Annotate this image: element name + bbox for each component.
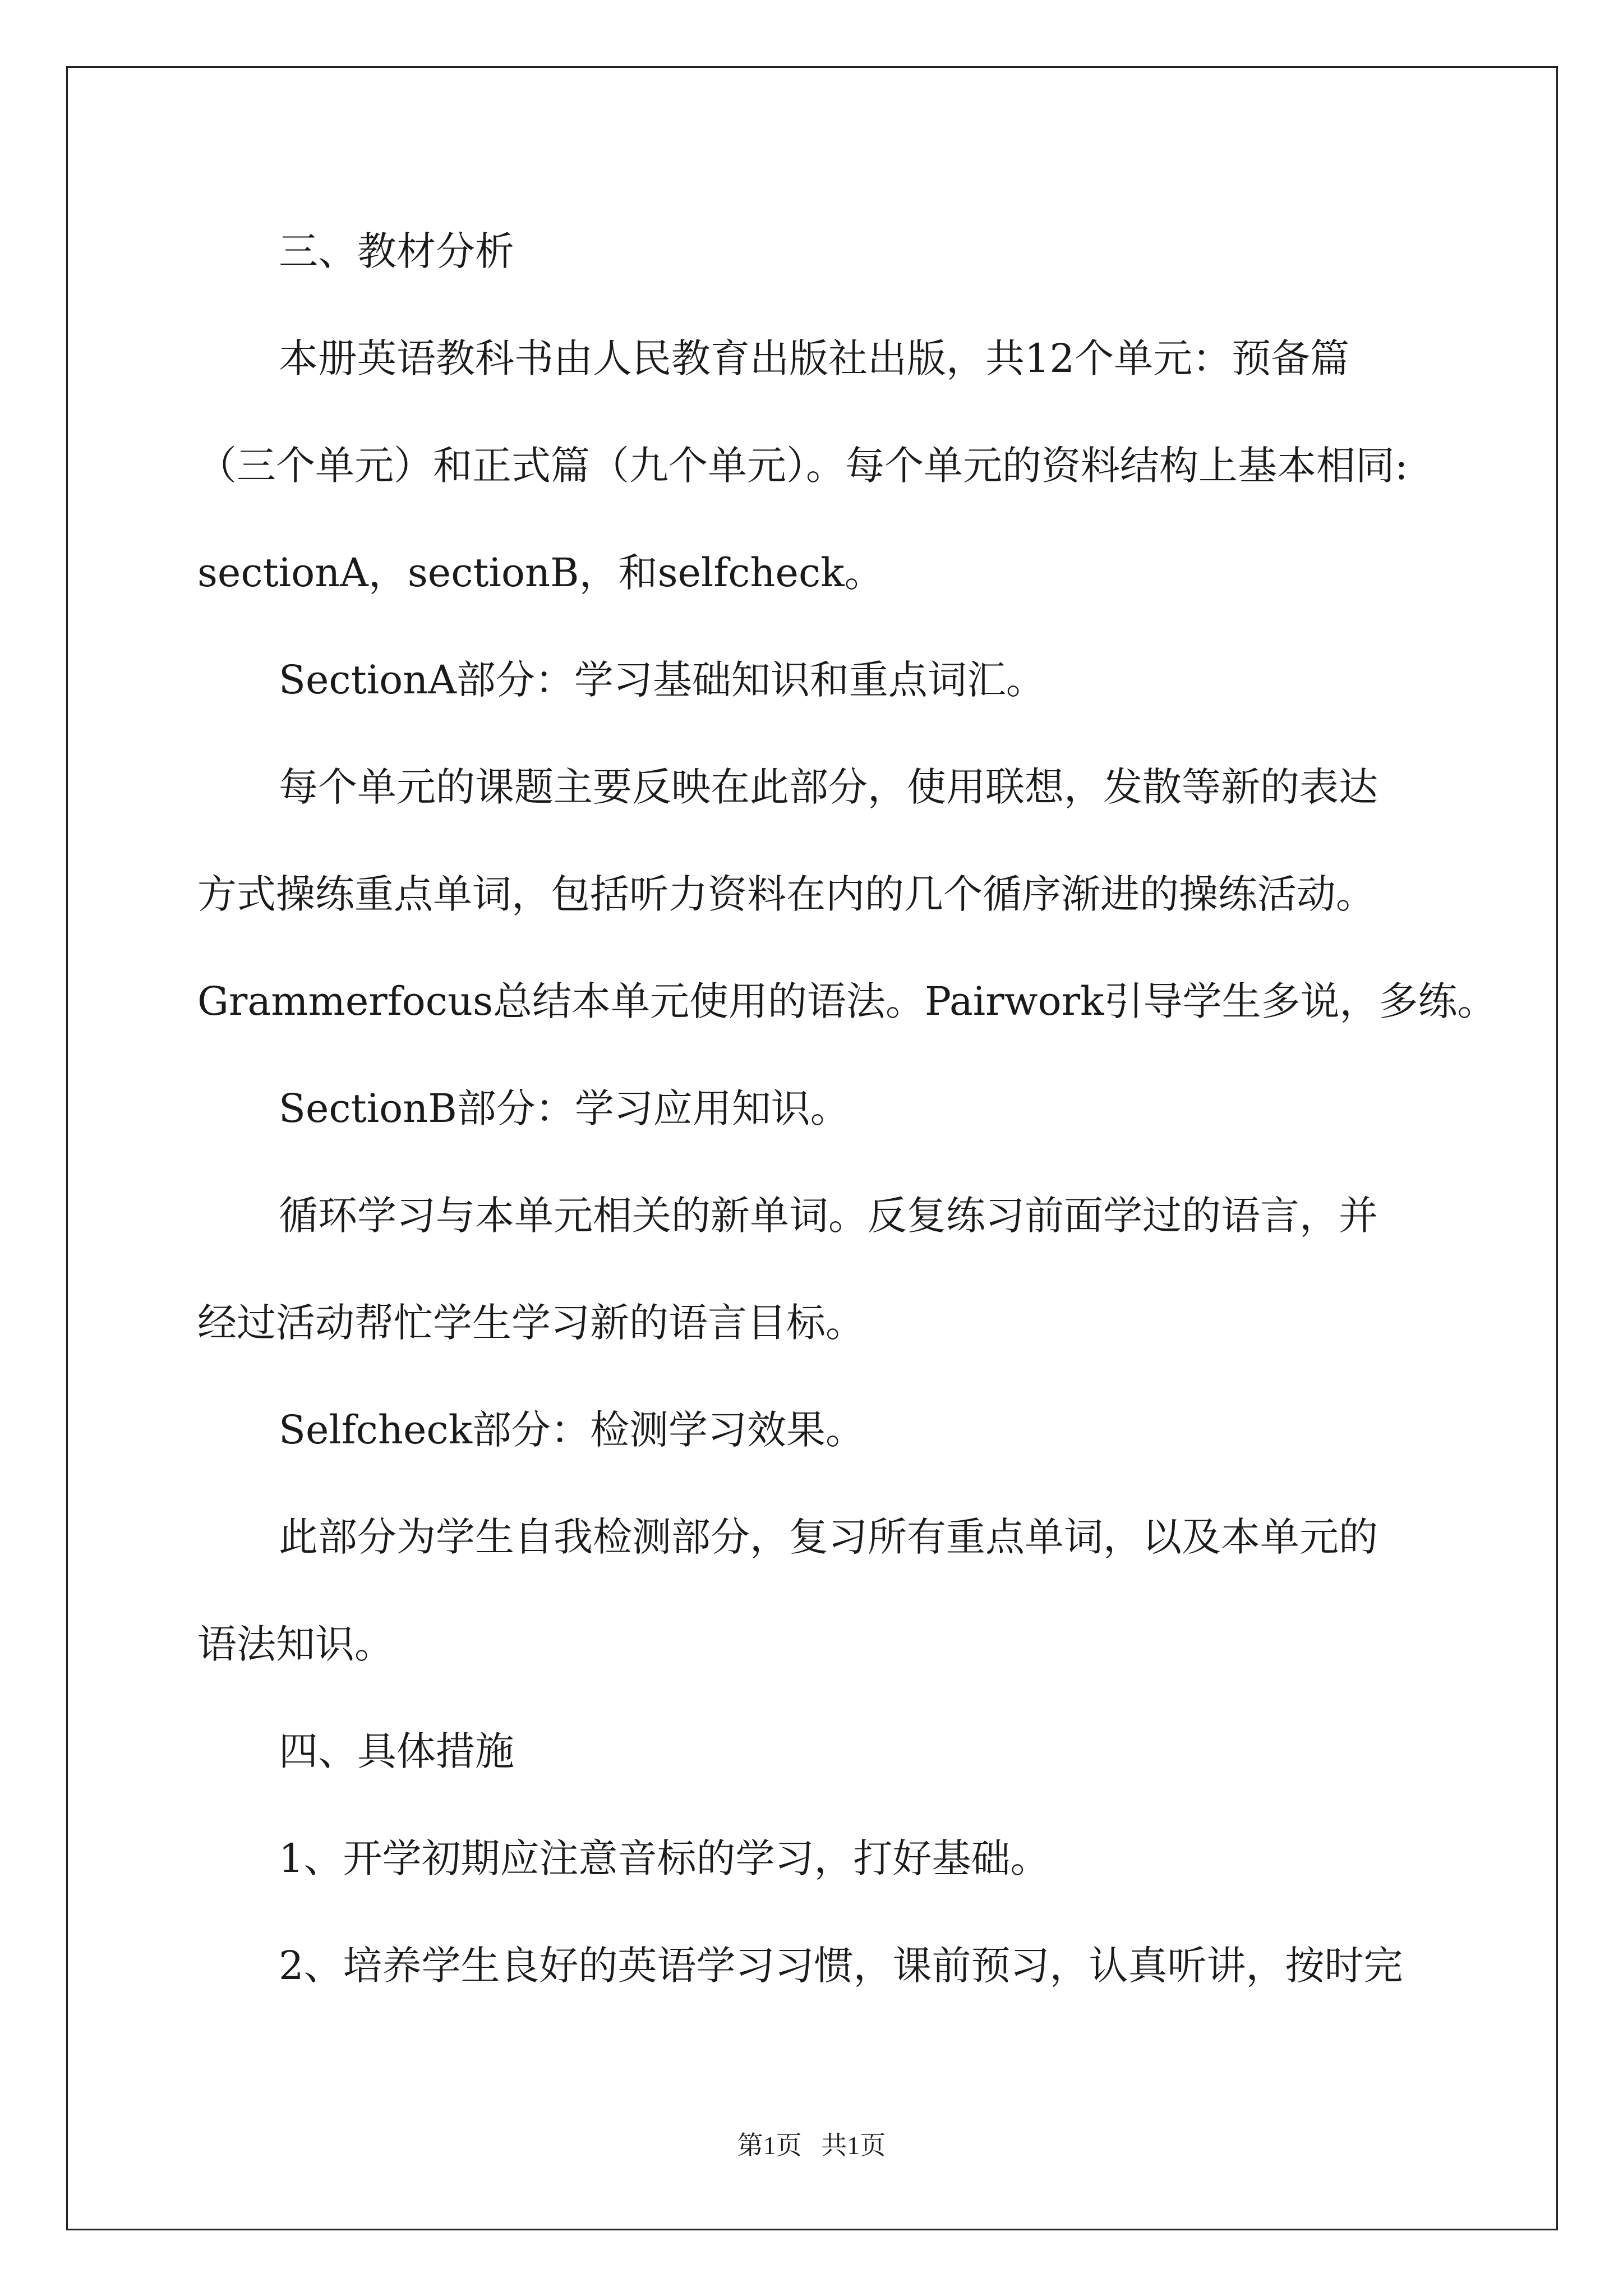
paragraph-line: （三个单元）和正式篇（九个单元）。每个单元的资料结构上基本相同: xyxy=(197,443,1408,489)
paragraph-line: Selfcheck部分：检测学习效果。 xyxy=(279,1407,865,1453)
paragraph-line: SectionB部分：学习应用知识。 xyxy=(279,1085,850,1131)
heading-specific-measures: 四、具体措施 xyxy=(279,1728,514,1774)
paragraph-line: 语法知识。 xyxy=(197,1621,394,1667)
paragraph-line: 方式操练重点单词，包括听力资料在内的几个循序渐进的操练活动。 xyxy=(197,871,1375,917)
paragraph-line: 循环学习与本单元相关的新单词。反复练习前面学过的语言，并 xyxy=(279,1193,1378,1239)
paragraph-line: 经过活动帮忙学生学习新的语言目标。 xyxy=(197,1300,865,1346)
list-item: 1、开学初期应注意音标的学习，打好基础。 xyxy=(279,1835,1050,1881)
paragraph-line: Grammerfocus总结本单元使用的语法。Pairwork引导学生多说，多练。 xyxy=(197,978,1497,1024)
paragraph-line: SectionA部分：学习基础知识和重点词汇。 xyxy=(279,657,1045,703)
heading-textbook-analysis: 三、教材分析 xyxy=(279,228,514,274)
page-border xyxy=(66,66,1558,2230)
list-item: 2、培养学生良好的英语学习习惯，课前预习，认真听讲，按时完 xyxy=(279,1943,1403,1989)
paragraph-line: 本册英语教科书由人民教育出版社出版，共12个单元：预备篇 xyxy=(279,335,1350,381)
page-footer: 第1页 共1页 xyxy=(737,2131,886,2160)
paragraph-line: sectionA，sectionB，和selfcheck。 xyxy=(197,550,884,596)
paragraph-line: 此部分为学生自我检测部分，复习所有重点单词，以及本单元的 xyxy=(279,1514,1378,1560)
paragraph-line: 每个单元的课题主要反映在此部分，使用联想，发散等新的表达 xyxy=(279,764,1378,810)
